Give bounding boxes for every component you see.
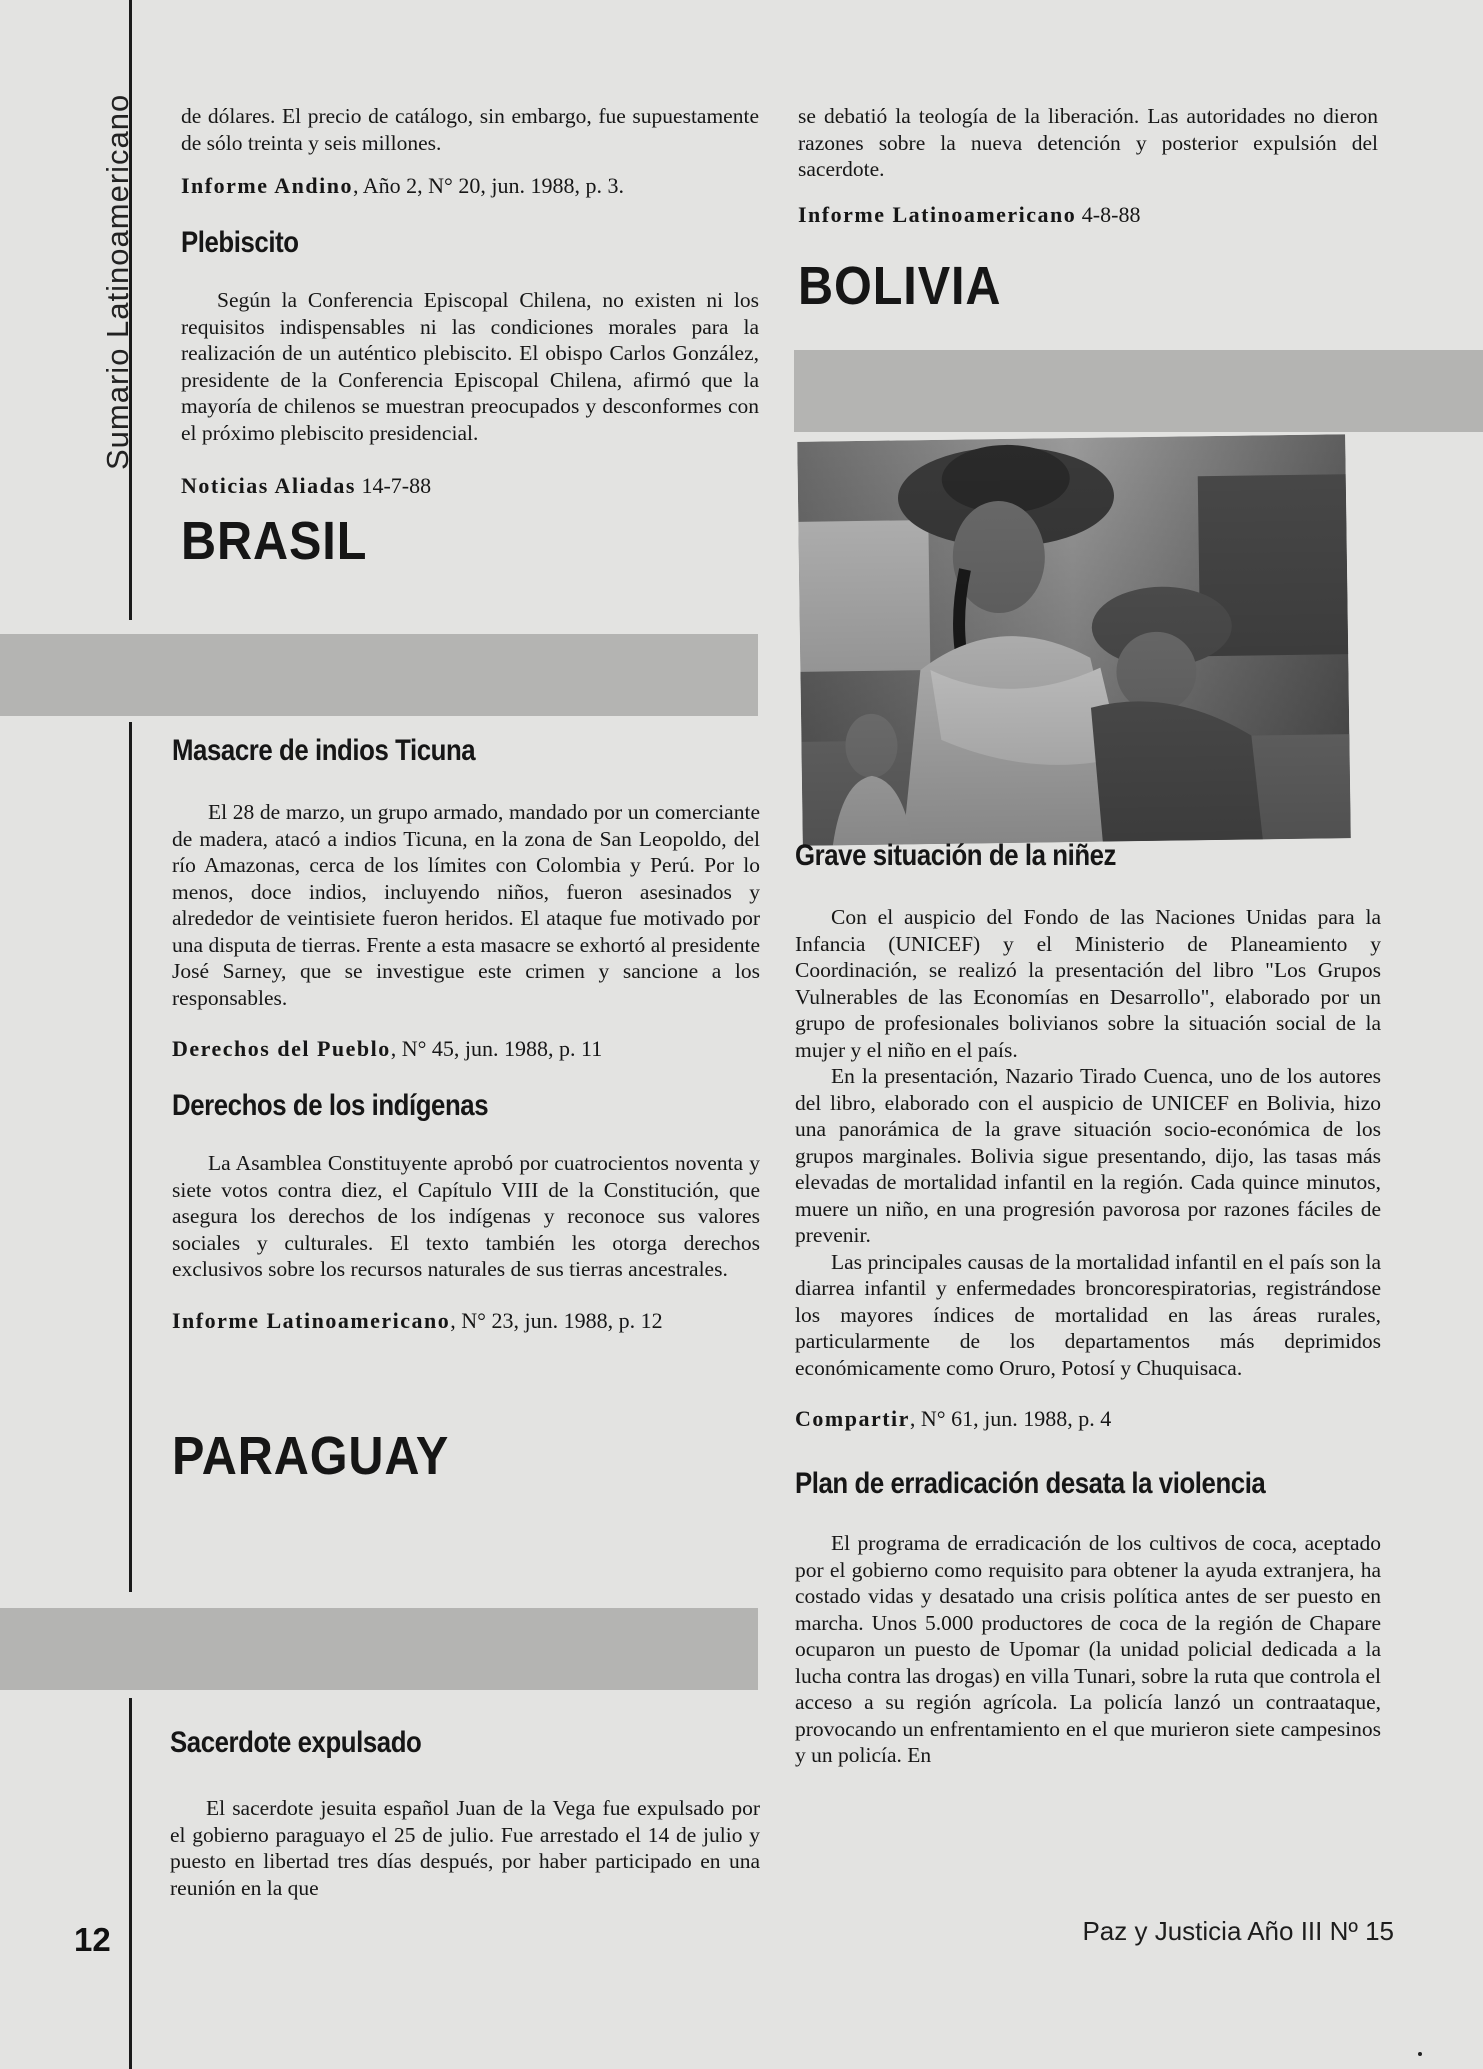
print-speck [1418,2052,1422,2056]
side-section-title: Sumario Latinoamericano [100,93,135,470]
ninez-paragraph-1: Con el auspicio del Fondo de las Naciones Unidas para la Infancia (UNICEF) y el Ministerio de Planeamiento y Coordinación, se realizó la presentación del libro "Los Grupos Vulnerables de las Economías en Desarrollo", elaborado por un grupo de profesionales bolivianos sobre la situación social de la mujer y el niño en el país. [795,905,1381,1062]
masacre-heading: Masacre de indios Ticuna [172,734,476,767]
publication-footer: Paz y Justicia Año III Nº 15 [1082,1916,1394,1946]
paraguay-banner [0,1608,758,1690]
page-number: 12 [74,1921,111,1958]
right-column-top [798,103,1378,316]
sacerdote-body: El sacerdote jesuita español Juan de la Vega fue expulsado por el gobierno paraguayo el 25 de julio. Fue arrestado el 14 de julio y puesto en libertad tres días después, por haber participado en una reunión en la que [170,1796,760,1900]
derechos-body: La Asamblea Constituyente aprobó por cuatrocientos noventa y siete votos contra diez, el Capítulo VIII de la Constitución, que asegura los derechos de los indígenas y reconoce sus valores sociales y culturales. El texto también les otorga derechos exclusivos sobre los recursos naturales de sus tierras ancestrales. [172,1151,760,1281]
brasil-title: BRASIL [181,511,368,571]
source-name: Derechos del Pueblo [172,1036,391,1061]
continuation-text: se debatió la teología de la liberación. Las autoridades no dieron razones sobre la nueva detención y posterior expulsión del sacerdote. [798,104,1378,181]
source-detail: , Año 2, N° 20, jun. 1988, p. 3. [352,173,624,198]
plan-body: El programa de erradicación de los cultivos de coca, aceptado por el gobierno como requisito para obtener la ayuda extranjera, ha costado vidas y desatado una crisis política antes de ser puesto en marcha. Unos 5.000 productores de coca de la región de Chapare ocuparon un puesto de Upomar (la unidad policial dedicada a la lucha contra las drogas) en villa Tunari, sobre la ruta que controla el acceso a su región agrícola. La policía lanzó un contraataque, provocando un enfrentamiento en el que murieron siete campesinos y un policía. En [795,1531,1381,1767]
masacre-source [172,1035,760,1062]
bolivia-banner [794,350,1483,432]
source-detail: , N° 23, jun. 1988, p. 12 [450,1307,663,1333]
intro-text: de dólares. El precio de catálogo, sin embargo, fue supuestamente de sólo treinta y seis millones. [181,104,759,155]
intro-source [181,172,759,199]
source-name: Informe Andino [181,173,353,198]
margin-rule-bottom [129,1698,132,2069]
left-column-paraguay [170,1725,760,1901]
source-detail: , N° 61, jun. 1988, p. 4 [909,1406,1112,1431]
derechos-heading: Derechos de los indígenas [172,1089,489,1122]
left-column-brasil [172,733,760,1486]
masacre-body: El 28 de marzo, un grupo armado, mandado por un comerciante de madera, atacó a indios Ticuna, en la zona de San Leopoldo, del río Amazonas, cerca de los límites con Colombia y Perú. Por lo menos, doce indios, incluyendo niños, fueron asesinados y alrededor de veintisiete fueron heridos. El ataque fue motivado por una disputa de tierras. Frente a esta masacre se exhortó al presidente José Sarney, que se investigue este crimen y sancione a los responsables. [172,800,760,1010]
source-name: Compartir [795,1406,910,1431]
right-column-bolivia [795,838,1381,1769]
source-name: Noticias Aliadas [181,473,356,498]
sacerdote-heading: Sacerdote expulsado [170,1726,422,1759]
plebiscito-heading: Plebiscito [181,226,299,259]
continuation-source [798,201,1378,228]
ninez-paragraph-2: En la presentación, Nazario Tirado Cuenca, uno de los autores del libro, elaborado con el auspicio de UNICEF en Bolivia, hizo una panorámica de la grave situación socio-económica de los grupos marginales. Bolivia sigue presentando, dijo, las tasas más elevadas de mortalidad infantil en la región. Cada quince minutos, muere un niño, en una progresión pavorosa por razones fáciles de prevenir. [795,1064,1381,1247]
bolivia-title: BOLIVIA [798,255,1002,316]
bolivia-photo [797,434,1351,846]
ninez-paragraph-3: Las principales causas de la mortalidad infantil en el país son la diarrea infantil y enfermedades broncorespiratorias, registrándose los mayores índices de mortalidad en las áreas rurales, particularmente de los departamentos más deprimidos económicamente como Oruro, Potosí y Chuquisaca. [795,1249,1381,1380]
plan-heading: Plan de erradicación desata la violencia [795,1467,1266,1500]
source-name: Informe Latinoamericano [798,201,1077,227]
source-name: Informe Latinoamericano [172,1307,451,1333]
source-detail: 14-7-88 [355,473,432,498]
left-column-top [181,103,759,571]
paraguay-title: PARAGUAY [172,1425,450,1486]
source-detail: , N° 45, jun. 1988, p. 11 [390,1036,603,1061]
derechos-source [172,1307,760,1334]
margin-rule-middle [129,722,132,1592]
plebiscito-body: Según la Conferencia Episcopal Chilena, no existen ni los requisitos indispensables ni las condiciones morales para la realización de un auténtico plebiscito. El obispo Carlos González, presidente de la Conferencia Episcopal Chilena, afirmó que la mayoría de chilenos se muestran preocupados y desconformes con el próximo plebiscito presidencial. [181,288,759,445]
source-detail: 4-8-88 [1076,201,1141,227]
ninez-heading: Grave situación de la niñez [795,839,1117,872]
plebiscito-source [181,472,759,499]
photo-shading [797,434,1351,846]
brasil-banner [0,634,758,716]
ninez-source [795,1405,1381,1432]
